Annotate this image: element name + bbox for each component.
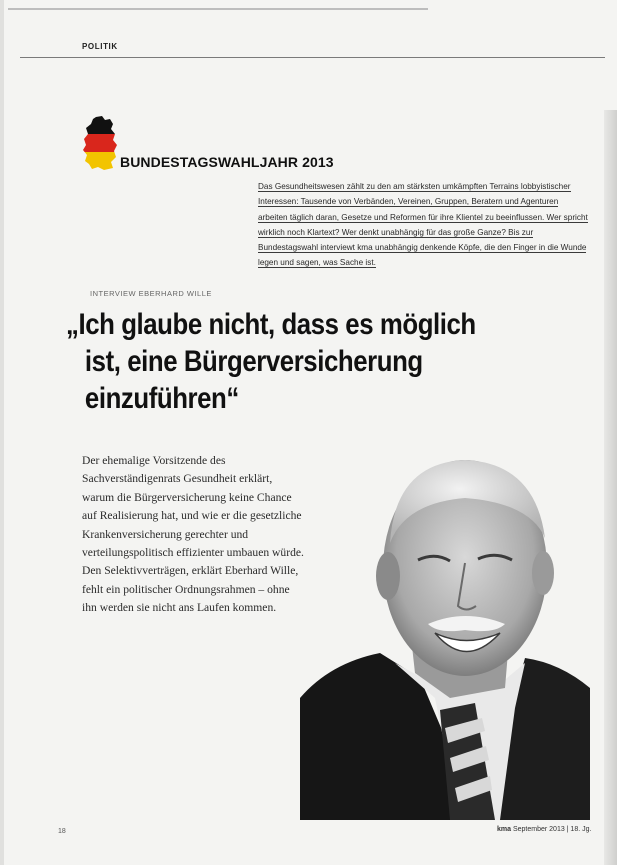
interview-kicker: INTERVIEW EBERHARD WILLE	[90, 289, 212, 298]
headline	[66, 306, 513, 417]
issue-info: September 2013 | 18. Jg.	[512, 826, 592, 833]
page-number: 18	[58, 828, 66, 835]
headline-line-1: „Ich glaube nicht, dass es möglich	[66, 308, 476, 341]
headline-line-3: einzuführen“	[84, 382, 239, 415]
page-fold-shadow	[0, 0, 4, 865]
germany-flag-map-icon	[80, 115, 120, 171]
headline-line-2: ist, eine Bürgerversicherung	[84, 345, 423, 378]
top-rule	[8, 8, 428, 10]
lead-paragraph: Der ehemalige Vorsitzende des Sachverständigenrats Gesundheit erklärt, warum die Bürgerversicherung keine Chance auf Realisierung hat, und wie er die gesetzliche Krankenversicherung gerechter und verteilungspolitisch effizienter umbauen würde. Den Selektivverträgen, erklärt Eberhard Wille, fehlt ein politischer Ordnungsrahmen – ohne ihn werden sie nicht ans Laufen kommen.	[82, 454, 304, 615]
section-divider	[20, 57, 605, 58]
portrait-photo	[300, 448, 590, 820]
publication-info	[497, 826, 591, 833]
intro-paragraph: Das Gesundheitswesen zählt zu den am stärksten umkämpften Terrains lobbyistischer Interessen: Tausende von Verbänden, Vereinen, Gruppen, Beratern und Agenturen arbeiten täglich daran, Gesetze und Reformen für ihre Klientel zu beeinflussen. Wer spricht wirklich noch Klartext? Wer denkt unabhängig für das große Ganze? Bis zur Bundestagswahl interviewt kma unabhängig denkende Köpfe, die den Finger in die Wunde legen und sagen, was Sache ist.	[258, 182, 588, 268]
section-label: POLITIK	[82, 42, 118, 51]
page-edge-shadow	[604, 110, 617, 865]
publication-name: kma	[497, 826, 512, 833]
rubric-title: BUNDESTAGSWAHLJAHR 2013	[120, 154, 334, 170]
intro-text	[258, 179, 588, 271]
